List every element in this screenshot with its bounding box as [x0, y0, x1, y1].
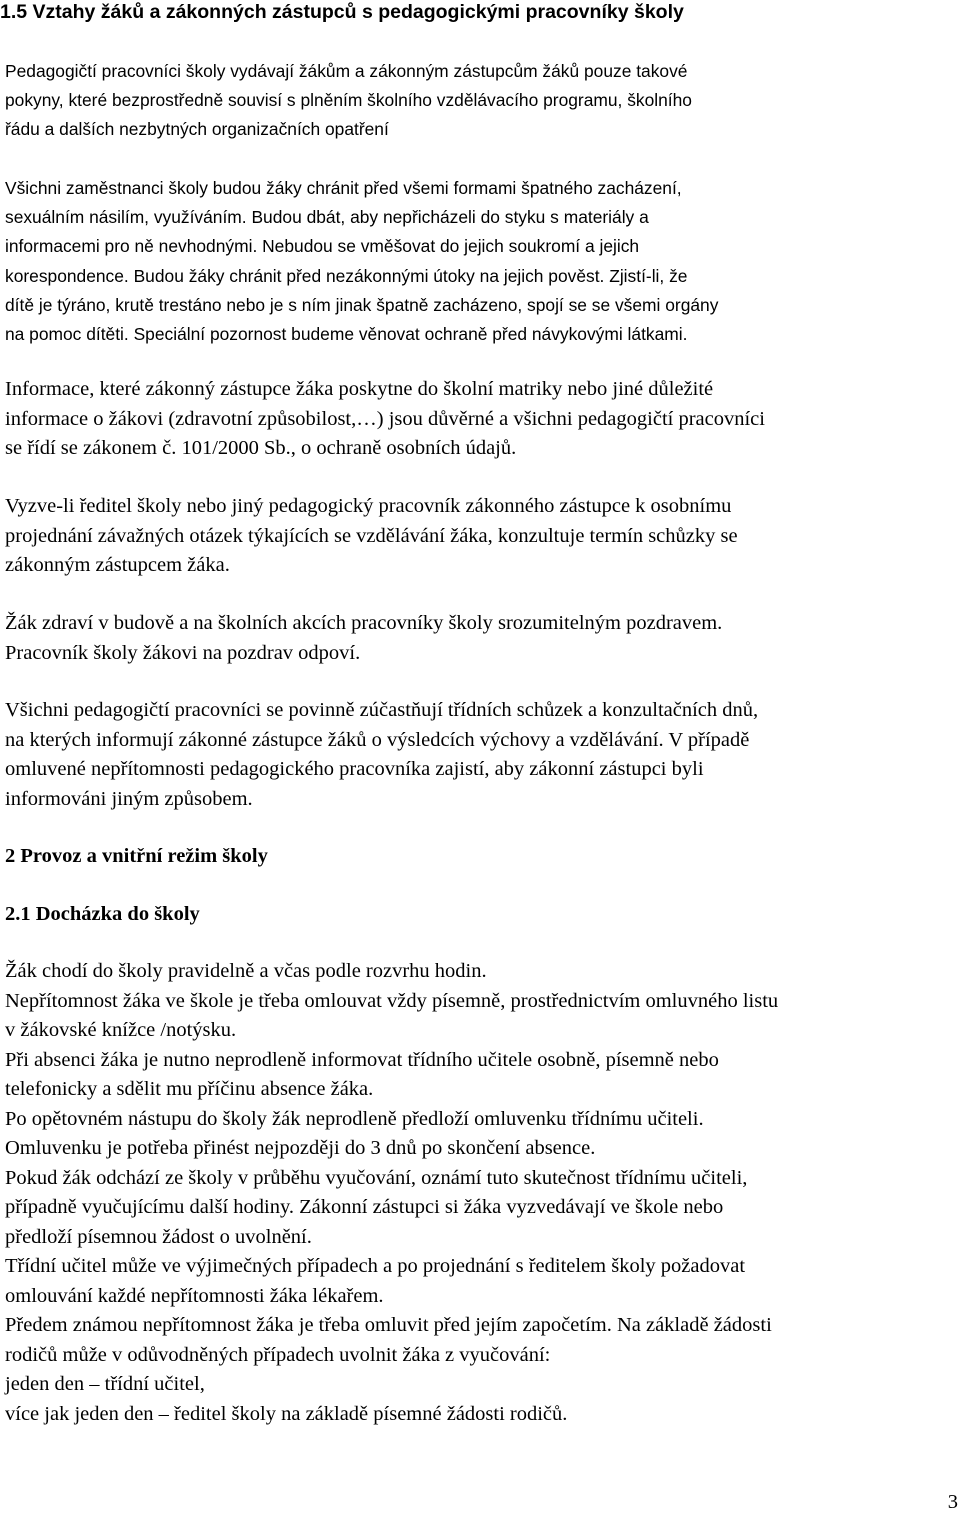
section-heading-2: 2 Provoz a vnitřní režim školy [5, 845, 268, 867]
paragraph-confidential-info: Informace, které zákonný zástupce žáka poskytne do školní matriky nebo jiné důležité informace o žákovi (zdravotní způsobilost,…) jsou důvěrné a všichni pedagogičtí pracovníci se řídí se zákonem č. 101/2000 Sb., o ochraně osobních údajů. [5, 378, 765, 459]
section-heading-2-1: 2.1 Docházka do školy [5, 903, 200, 925]
paragraph-protection: Všichni zaměstnanci školy budou žáky chránit před všemi formami špatného zacházení, sexuálním násilím, využíváním. Budou dbát, aby nepřicházeli do styku s materiály a informacemi pro ně nevhodnými. Nebudou se vměšovat do jejich soukromí a jejich korespondence. Budou žáky chránit před nezákonnými útoky na jejich pověst. Zjistí-li, že dítě je týráno, krutě trestáno nebo je s ním jinak špatně zacházeno, spojí se se všemi orgány na pomoc dítěti. Speciální pozornost budeme věnovat ochraně před návykovými látkami. [5, 178, 719, 345]
paragraph-consultation: Vyzve-li ředitel školy nebo jiný pedagogický pracovník zákonného zástupce k osobnímu projednání závažných otázek týkajících se vzdělávání žáka, konzultuje termín schůzky se zákonným zástupcem žáka. [5, 495, 738, 576]
paragraph-parent-meetings: Všichni pedagogičtí pracovníci se povinně zúčastňují třídních schůzek a konzultačních dnů, na kterých informují zákonné zástupce žáků o výsledcích výchovy a vzdělávání. V případě omluvené nepřítomnosti pedagogického pracovníka zajistí, aby zákonní zástupci byli informováni jiným způsobem. [5, 699, 759, 810]
section-heading-1-5: 1.5 Vztahy žáků a zákonných zástupců s pedagogickými pracovníky školy [0, 1, 684, 23]
paragraph-instructions: Pedagogičtí pracovníci školy vydávají žákům a zákonným zástupcům žáků pouze takové pokyny, které bezprostředně souvisí s plněním školního vzdělávacího programu, školního řádu a dalších nezbytných organizačních opatření [5, 61, 692, 140]
paragraph-attendance-rules: Žák chodí do školy pravidelně a včas podle rozvrhu hodin. Nepřítomnost žáka ve škole je třeba omlouvat vždy písemně, prostřednictvím omluvného listu v žákovské knížce /notýsku. Při absenci žáka je nutno neprodleně informovat třídního učitele osobně, písemně nebo telefonicky a sdělit mu příčinu absence žáka. Po opětovném nástupu do školy žák neprodleně předloží omluvenku třídnímu učiteli. Omluvenku je potřeba přinést nejpozději do 3 dnů po skončení absence. Pokud žák odchází ze školy v průběhu vyučování, oznámí tuto skutečnost třídnímu učiteli, případně vyučujícímu další hodiny. Zákonní zástupci si žáka vyzvedávají ve škole nebo předloží písemnou žádost o uvolnění. Třídní učitel může ve výjimečných případech a po projednání s ředitelem školy požadovat omlouvání každé nepřítomnosti žáka lékařem. Předem známou nepřítomnost žáka je třeba omluvit před jejím započetím. Na základě žádosti rodičů může v odůvodněných případech uvolnit žáka z vyučování: jeden den – třídní učitel, více jak jeden den – ředitel školy na základě písemné žádosti rodičů. [5, 960, 779, 1425]
page-number: 3 [947, 1491, 958, 1513]
paragraph-greeting: Žák zdraví v budově a na školních akcích pracovníky školy srozumitelným pozdravem. Pracovník školy žákovi na pozdrav odpoví. [5, 612, 723, 664]
